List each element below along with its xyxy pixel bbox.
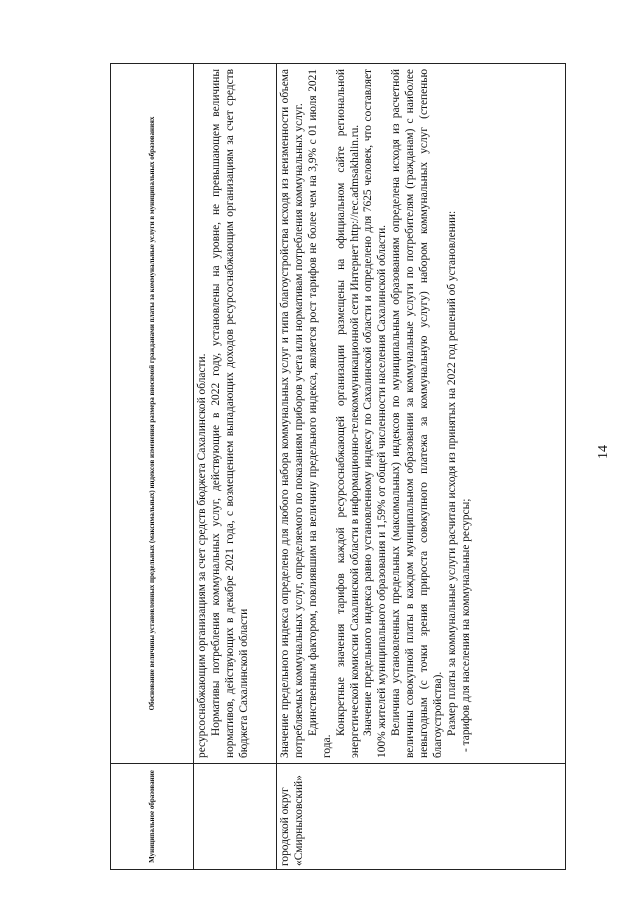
municipality-name: городской округ «Смирныховский» [279, 775, 305, 866]
continuation-text-cell [194, 64, 277, 764]
header-row [111, 64, 194, 870]
paragraph: - тарифов для населения на коммунальные ресурсы; [459, 498, 472, 752]
paragraph: Размер платы за коммунальные услуги расчитан исходя из принятых на 2022 год решений об установлении: [445, 210, 458, 736]
continuation-row [194, 64, 277, 870]
justification-table [110, 63, 566, 870]
header-municipality: Муниципальное образование [111, 764, 194, 870]
continuation-municipality-cell [194, 764, 277, 870]
paragraph: Значение предельного индекса определено для любого набора коммунальных услуг и типа благоустройства исходя из неизменности объема потребляемых коммунальных услуг, определяемого по показаниям приборов учета или нормативам потребления коммунальных услуг. [279, 69, 305, 758]
justification-cell [277, 64, 566, 764]
continuation-line: Нормативы потребления коммунальных услуг, действующие в 2022 году, установлены на уровне, не превышающем величины нормативов, действующих в декабре 2021 года, с возмещением выпадающих доходов ресурсоснабжающим организациям за счет средств бюджета Сахалинской области [209, 69, 250, 758]
municipality-cell [277, 764, 566, 870]
paragraph: Конкретные значения тарифов каждой ресурсоснабжающей организации размещены на официальном сайте региональной энергетической комиссии Сахалинской области в информационно-телекоммуникационной сети Интернет http://rec.admsakhalin.ru. [334, 69, 361, 758]
paragraph: Единственным фактором, повлиявшим на величину предельного индекса, является рост тарифов не более чем на 3,9% с 01 июля 2021 года. [306, 69, 333, 758]
paragraph: Значение предельного индекса равно установленному индексу по Сахалинской области и определено для 7625 человек, что составляет 100% жителей муниципального образования и 1,59% от общей численности населения Сахалинской области. [362, 69, 389, 758]
page-number: 14 [596, 445, 611, 459]
header-justification: Обоснование величины установленных предельных (максимальных) индексов изменения размера вносимой гражданами платы за коммунальные услуги в муниципальных образованиях [111, 64, 194, 764]
continuation-line: ресурсоснабжающим организациям за счет средств бюджета Сахалинской области. [196, 353, 208, 758]
paragraph: Величина установленных предельных (максимальных) индексов по муниципальным образованиям определена исходя из расчетной величины совокупной платы в каждом муниципальном образовании за коммунальные услуги по потребителям (гражданам) с наиболее невыгодным (с точки зрения прироста совокупного платежа за коммунальную услугу) набором коммунальных услуг (степенью благоустройства). [390, 69, 444, 758]
table-row [277, 64, 566, 870]
